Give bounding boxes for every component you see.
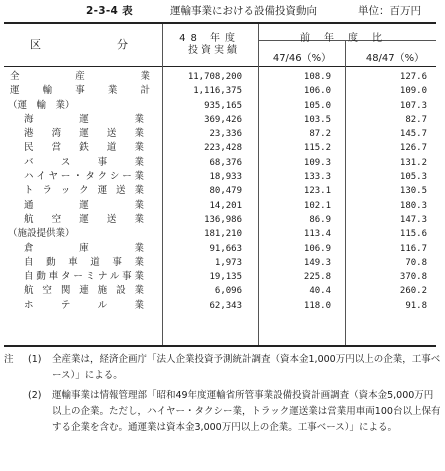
ratio-4847-value: 115.6 — [399, 229, 427, 240]
table-row — [0, 242, 445, 256]
row-label: バ ス 事 業 — [24, 156, 144, 168]
table-row — [0, 170, 445, 184]
investment-value: 23,336 — [209, 129, 242, 140]
ratio-4847-value: 126.7 — [399, 143, 427, 154]
note-2 — [4, 388, 441, 436]
investment-value: 11,708,200 — [187, 72, 242, 82]
note-2-mark: (2) — [28, 390, 42, 401]
ratio-4746-value: 118.0 — [303, 300, 331, 311]
row-label: 運輸事業計 — [10, 85, 150, 97]
ratio-4847-value: 127.6 — [399, 72, 427, 82]
investment-value: 91,663 — [209, 243, 242, 254]
row-label: 自動車道事業 — [24, 256, 144, 268]
row-label: （運 輸 業） — [8, 99, 75, 111]
ratio-4847-value: 82.7 — [405, 114, 427, 125]
ratio-4847-value: 105.3 — [399, 172, 427, 183]
table-row — [0, 99, 445, 113]
ratio-4746-value: 105.0 — [303, 100, 331, 111]
ratio-4847-value: 145.7 — [399, 129, 427, 140]
note-1-text: 全産業は，経済企画庁「法人企業投資予測統計調査（資本金1,000万円以上の企業，工事ベース）」による。 — [52, 354, 441, 381]
investment-header-year: 48 年度 — [179, 33, 240, 44]
note-2-text: 運輸事業は情報管理部「昭和49年度運輸省所管事業設備投資計画調査（資本金5,000万円以上の企業。ただし，ハイヤー・タクシー業，トラック運送業は営業用車両100台以上保有する企業を含む。通運業は資本金3,000万円以上の企業。工事ベース）」による。 — [52, 390, 441, 433]
ratio-4746-value: 225.8 — [303, 272, 331, 283]
table-row — [0, 127, 445, 141]
category-header-left: 区 — [30, 38, 41, 51]
ratio-4746-value: 108.9 — [303, 72, 331, 82]
ratio-4847-value: 107.3 — [399, 100, 427, 111]
ratio-4847-value: 370.8 — [399, 272, 427, 283]
table-title: 運輸事業における設備投資動向 — [170, 5, 317, 17]
ratio-4847-value: 109.0 — [399, 86, 427, 97]
row-label: 自動車ターミナル事業 — [24, 271, 144, 283]
note-1 — [4, 352, 441, 384]
ratio-4746-value: 40.4 — [309, 286, 331, 297]
investment-value: 1,116,375 — [193, 86, 242, 97]
table-row — [0, 213, 445, 227]
table-number: 2-3-4 表 — [86, 5, 133, 17]
ratio-4746-value: 102.1 — [303, 200, 331, 211]
table-title-row — [0, 3, 445, 19]
ratio-4847-value: 147.3 — [399, 214, 427, 225]
row-label: ホ テ ル 業 — [24, 299, 144, 311]
ratio-4746-value: 115.2 — [303, 143, 331, 154]
table-row — [0, 256, 445, 270]
ratio-4847-value: 70.8 — [405, 257, 427, 268]
investment-header-label: 投資実績 — [188, 45, 240, 56]
investment-value: 1,973 — [214, 257, 242, 268]
ratio-4746-value: 123.1 — [303, 186, 331, 197]
table-row — [0, 141, 445, 155]
row-label: ハイヤー・タクシー業 — [24, 171, 144, 183]
table-row — [0, 156, 445, 170]
table-row — [0, 299, 445, 313]
ratio-4746-value: 109.3 — [303, 157, 331, 168]
table-row — [0, 270, 445, 284]
investment-value: 19,135 — [209, 272, 242, 283]
row-label: 航空運送業 — [24, 213, 144, 225]
category-header — [30, 36, 128, 52]
ratio-4746-value: 106.0 — [303, 86, 331, 97]
ratio-4847-value: 131.2 — [399, 157, 427, 168]
investment-value: 80,479 — [209, 186, 242, 197]
ratio-4746-value: 87.2 — [309, 129, 331, 140]
table-row — [0, 227, 445, 241]
investment-value: 14,201 — [209, 200, 242, 211]
investment-value: 369,426 — [204, 114, 242, 125]
ratio-4746-value: 106.9 — [303, 243, 331, 254]
top-rule — [4, 22, 436, 24]
ratio-4746-header: 47/46（%） — [272, 53, 332, 64]
ratio-4746-value: 86.9 — [309, 214, 331, 225]
table-row — [0, 284, 445, 298]
investment-value: 136,986 — [204, 214, 242, 225]
row-label: 倉 庫 業 — [24, 242, 144, 254]
ratio-4847-value: 116.7 — [399, 243, 427, 254]
table-row — [0, 199, 445, 213]
row-label: （施設提供業） — [8, 228, 75, 240]
table-body — [0, 70, 445, 313]
prev-year-ratio-header: 前年度比 — [300, 33, 396, 44]
investment-value: 62,343 — [209, 300, 242, 311]
investment-value: 181,210 — [204, 229, 242, 240]
investment-value: 68,376 — [209, 157, 242, 168]
ratio-4847-value: 130.5 — [399, 186, 427, 197]
notes-head: 注 — [4, 354, 14, 365]
unit-label: 単位：百万円 — [358, 5, 421, 17]
notes-section — [4, 352, 441, 440]
ratio-4847-value: 260.2 — [399, 286, 427, 297]
investment-value: 223,428 — [204, 143, 242, 154]
row-label: 全 産 業 — [10, 71, 150, 82]
table-row — [0, 70, 445, 84]
category-header-right: 分 — [117, 38, 128, 51]
ratio-4847-value: 91.8 — [405, 300, 427, 311]
ratio-4847-value: 180.3 — [399, 200, 427, 211]
row-label: 通 運 業 — [24, 199, 144, 211]
investment-value: 935,165 — [204, 100, 242, 111]
row-label: 民営鉄道業 — [24, 142, 144, 154]
investment-value: 18,933 — [209, 172, 242, 183]
note-1-mark: (1) — [28, 354, 42, 365]
ratio-4746-value: 113.4 — [303, 229, 331, 240]
investment-value: 6,096 — [214, 286, 242, 297]
table-row — [0, 184, 445, 198]
table-row — [0, 113, 445, 127]
table-row — [0, 84, 445, 98]
ratio-4746-value: 103.5 — [303, 114, 331, 125]
header-rule — [4, 66, 436, 67]
row-label: 海 運 業 — [24, 113, 144, 125]
ratio-4746-value: 149.3 — [303, 257, 331, 268]
row-label: トラック運送業 — [24, 185, 144, 197]
row-label: 航空関連施設業 — [24, 285, 144, 297]
bottom-rule — [4, 345, 436, 347]
row-label: 港湾運送業 — [24, 128, 144, 140]
ratio-4746-value: 133.3 — [303, 172, 331, 183]
ratio-4847-header: 48/47（%） — [365, 53, 425, 64]
